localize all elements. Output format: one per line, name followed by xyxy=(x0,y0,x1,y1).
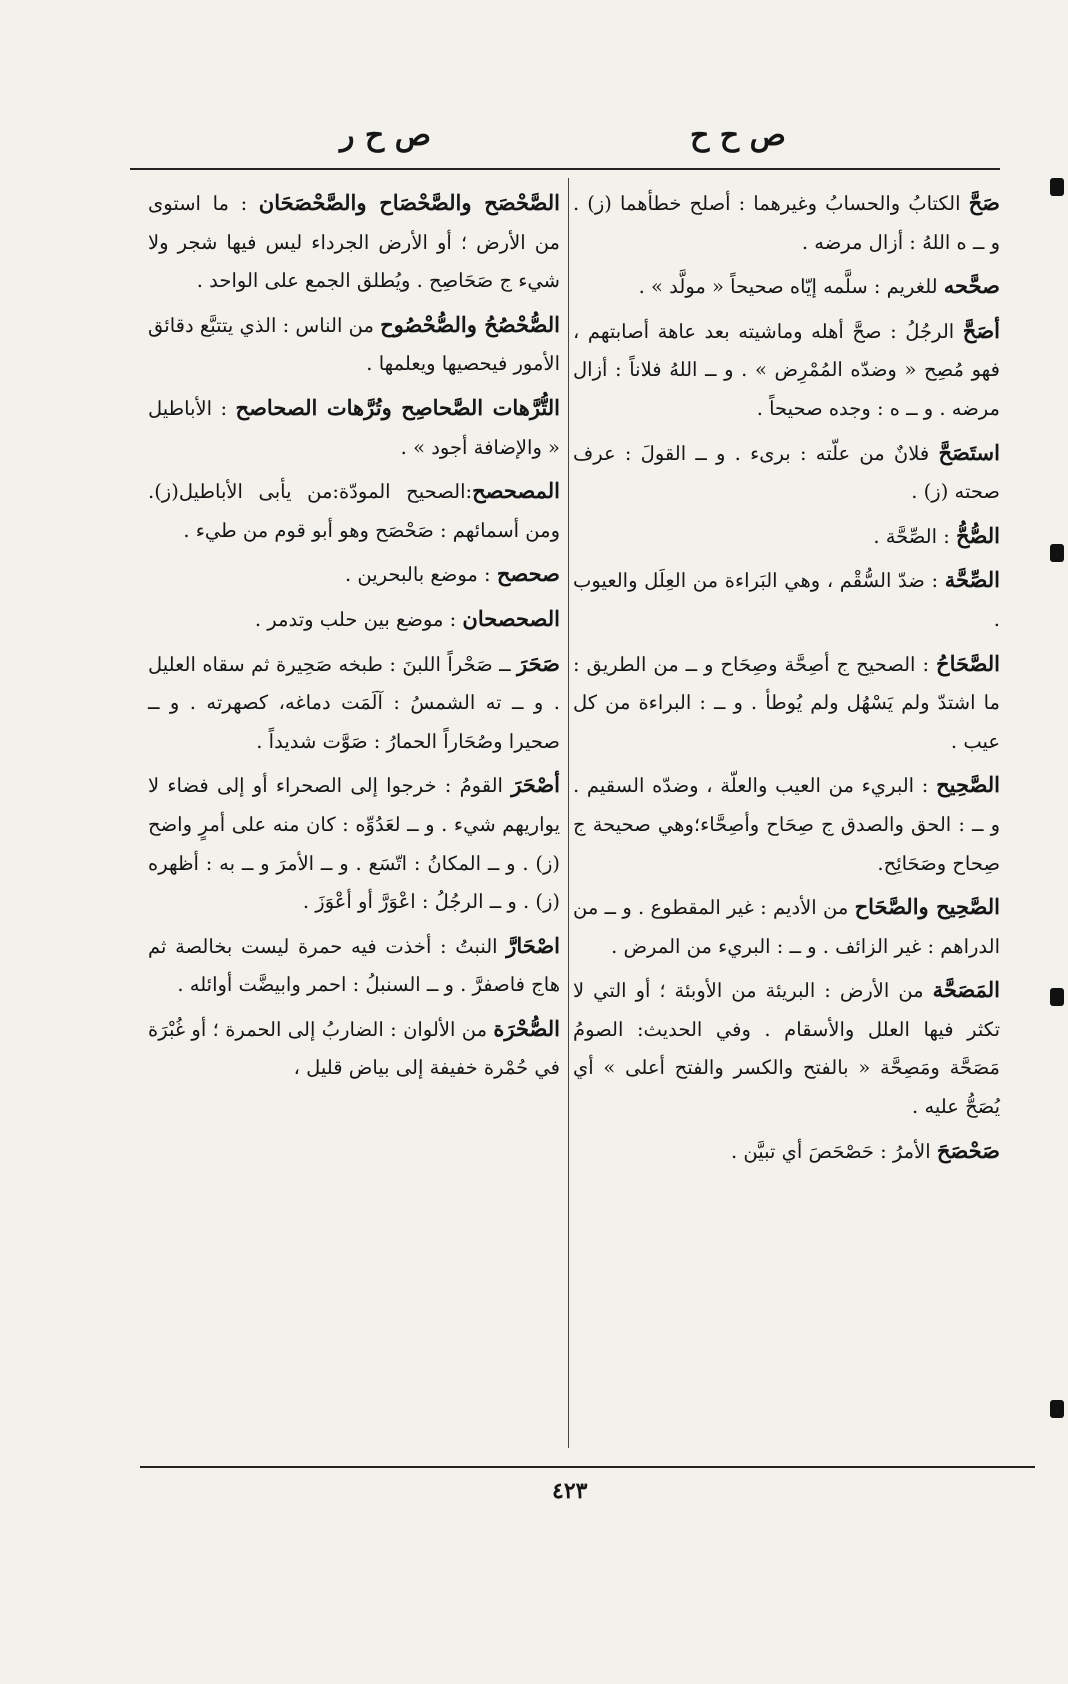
dictionary-entry xyxy=(148,766,560,921)
dictionary-entry xyxy=(573,766,1000,883)
entry-headword: الصُّحْصُحُ والصُّحْصُوح xyxy=(380,311,560,337)
dictionary-entry xyxy=(573,888,1000,966)
entry-definition: ــ صَحْراً اللبنَ : طبخه صَحِيرة ثم سقاه العليل . و ــ ته الشمسُ : آلَمَت دماغه، كصهرته . و ــ صحيرا وصُحَاراً الحمارُ : صَوَّت شديداً . xyxy=(148,652,560,753)
entry-headword: التُّرَّهات الصَّحاصِح وتُرَّهات الصحاصح xyxy=(235,394,561,420)
entry-headword: المَصَحَّة xyxy=(932,977,1000,1003)
entry-headword: صَحَرَ xyxy=(517,650,560,676)
header-root-right: ص ح ح xyxy=(690,118,786,153)
entry-headword: الصَّحْصَح والصَّحْصَاح والصَّحْصَحَان xyxy=(258,190,561,215)
entry-definition: : ما استوى من الأرض ؛ أو الأرض الجرداء ليس فيها شجر ولا شيء ج صَحَاصِح . ويُطلق الجمع على الواحد . xyxy=(148,192,560,293)
dictionary-entry xyxy=(148,472,560,550)
dictionary-entry xyxy=(573,434,1000,512)
edge-mark xyxy=(1050,988,1064,1006)
entry-headword: الصُّحُّ xyxy=(956,522,1000,548)
entry-definition: :الصحيح المودّة:من يأبى الأباطيل(ز). ومن أسمائهم : صَحْصَح وهو أبو قوم من طيء . xyxy=(148,480,560,542)
entry-headword: صَحَّ xyxy=(968,190,1000,215)
entry-headword: المصحصح xyxy=(472,478,560,504)
entry-headword: صَحْصَحَ xyxy=(936,1137,1000,1163)
dictionary-entry xyxy=(148,555,560,595)
dictionary-entry xyxy=(573,184,1000,262)
entry-definition: الكتابُ والحسابُ وغيرهما : أصلح خطأهما (ز) . و ــ ه اللهُ : أزال مرضه . xyxy=(573,192,1000,254)
edge-mark xyxy=(1050,544,1064,562)
right-column xyxy=(573,184,1000,1176)
entry-headword: أصَحَّ xyxy=(962,317,1000,343)
entry-headword: الصحصحان xyxy=(462,605,560,631)
dictionary-entry xyxy=(573,561,1000,639)
dictionary-entry xyxy=(148,1010,560,1088)
entry-headword: أصْحَرَ xyxy=(511,772,560,798)
entry-definition: من الناس : الذي يتتبَّع دقائق الأمور فيحصيها ويعلمها . xyxy=(148,313,560,376)
dictionary-entry xyxy=(148,184,560,301)
page-number: ٤٢٣ xyxy=(552,1478,588,1504)
entry-definition: : موضع بين حلب وتدمر . xyxy=(254,607,463,631)
dictionary-entry xyxy=(148,645,560,762)
entry-definition: : البريء من العيب والعلّة ، وضدّه السقيم . و ــ : الحق والصدق ج صِحَاح وأصِحَّاء؛وهي صحيحة ج صِحاح وصَحَائِح. xyxy=(573,774,1000,875)
entry-definition: القومُ : خرجوا إلى الصحراء أو إلى فضاء لا يواريهم شيء . و ــ لعَدُوِّه : كان منه على أمرٍ واضح (ز) . و ــ المكانُ : اتّسَع . و ــ الأمرَ و ــ به : أظهره (ز) . و ــ الرجُلُ : اعْوَرَّ أو أعْوَزَ . xyxy=(148,774,560,914)
entry-headword: الصُّحْرَة xyxy=(493,1015,560,1041)
entry-definition: الرجُلُ : صحَّ أهله وماشيته بعد عاهة أصابتهم ، فهو مُصِح « وضدّه المُمْرِض » . و ــ اللهُ فلاناً : أزال مرضه . و ــ ه : وجده صحيحاً . xyxy=(573,319,1000,420)
dictionary-entry xyxy=(148,389,560,467)
header-rule xyxy=(130,168,1000,170)
entry-definition: : الصحيح ج أصِحَّة وصِحَاح و ــ من الطريق : ما اشتدّ ولم يَسْهُل ولم يُوطأ . و ــ : البراءة من كل عيب . xyxy=(573,652,1000,753)
entry-headword: استَصَحَّ xyxy=(938,439,1000,465)
entry-definition: : الأباطيل « والإضافة أجود » . xyxy=(148,396,560,459)
header-root-left: ص ح ر xyxy=(340,118,432,153)
entry-definition: النبتُ : أخذت فيه حمرة ليست بخالصة ثم هاج فاصفرَّ . و ــ السنبلُ : احمر وابيضَّت أوائله . xyxy=(148,934,560,997)
dictionary-entry xyxy=(573,267,1000,307)
left-column xyxy=(148,184,560,1093)
dictionary-entry xyxy=(573,517,1000,557)
entry-definition: من الألوان : الضاربُ إلى الحمرة ؛ أو غُبْرَة في حُمْرة خفيفة إلى بياض قليل ، xyxy=(148,1017,560,1080)
column-divider xyxy=(568,178,569,1448)
entry-definition: من الأديم : غير المقطوع . و ــ من الدراهم : غير الزائف . و ــ : البريء من المرض . xyxy=(573,896,1000,958)
entry-definition: فلانٌ من علّته : برىء . و ــ القولَ : عرف صحته (ز) . xyxy=(573,441,1000,504)
entry-definition: : الصِّحَّة . xyxy=(873,524,956,548)
entry-headword: اصْحَارَّ xyxy=(506,932,560,958)
dictionary-entry xyxy=(573,971,1000,1126)
entry-definition: : ضدّ السُّقْم ، وهي البَراءة من العِلَل والعيوب . xyxy=(573,569,1000,631)
entry-headword: الصِّحَّة xyxy=(944,567,1000,593)
dictionary-entry xyxy=(573,312,1000,429)
entry-definition: الأمرُ : حَصْحَصَ أي تبيَّن . xyxy=(730,1139,937,1163)
dictionary-entry xyxy=(148,306,560,384)
entry-headword: الصَّحِيح والصَّحَاح xyxy=(854,894,1000,920)
entry-headword: صحصح xyxy=(496,561,560,587)
entry-headword: الصَّحِيح xyxy=(936,772,1000,798)
entry-definition: من الأرض : البريئة من الأوبئة ؛ أو التي لا تكثر فيها العلل والأسقام . وفي الحديث: الصومُ مَصَحَّة ومَصِحَّة « بالفتح والكسر والفتح أعلى » أي يُصَحُّ عليه . xyxy=(573,979,1000,1119)
entry-headword: الصَّحَاحُ xyxy=(936,650,1000,676)
entry-headword: صحَّحه xyxy=(943,273,1000,299)
dictionary-entry xyxy=(148,600,560,640)
edge-mark xyxy=(1050,178,1064,196)
dictionary-entry xyxy=(148,927,560,1005)
dictionary-entry xyxy=(573,645,1000,762)
footer-rule xyxy=(140,1466,1035,1468)
dictionary-entry xyxy=(573,1132,1000,1172)
entry-definition: : موضع بالبحرين . xyxy=(345,563,497,587)
edge-mark xyxy=(1050,1400,1064,1418)
entry-definition: للغريم : سلَّمه إيّاه صحيحاً « مولَّد » . xyxy=(638,275,944,299)
